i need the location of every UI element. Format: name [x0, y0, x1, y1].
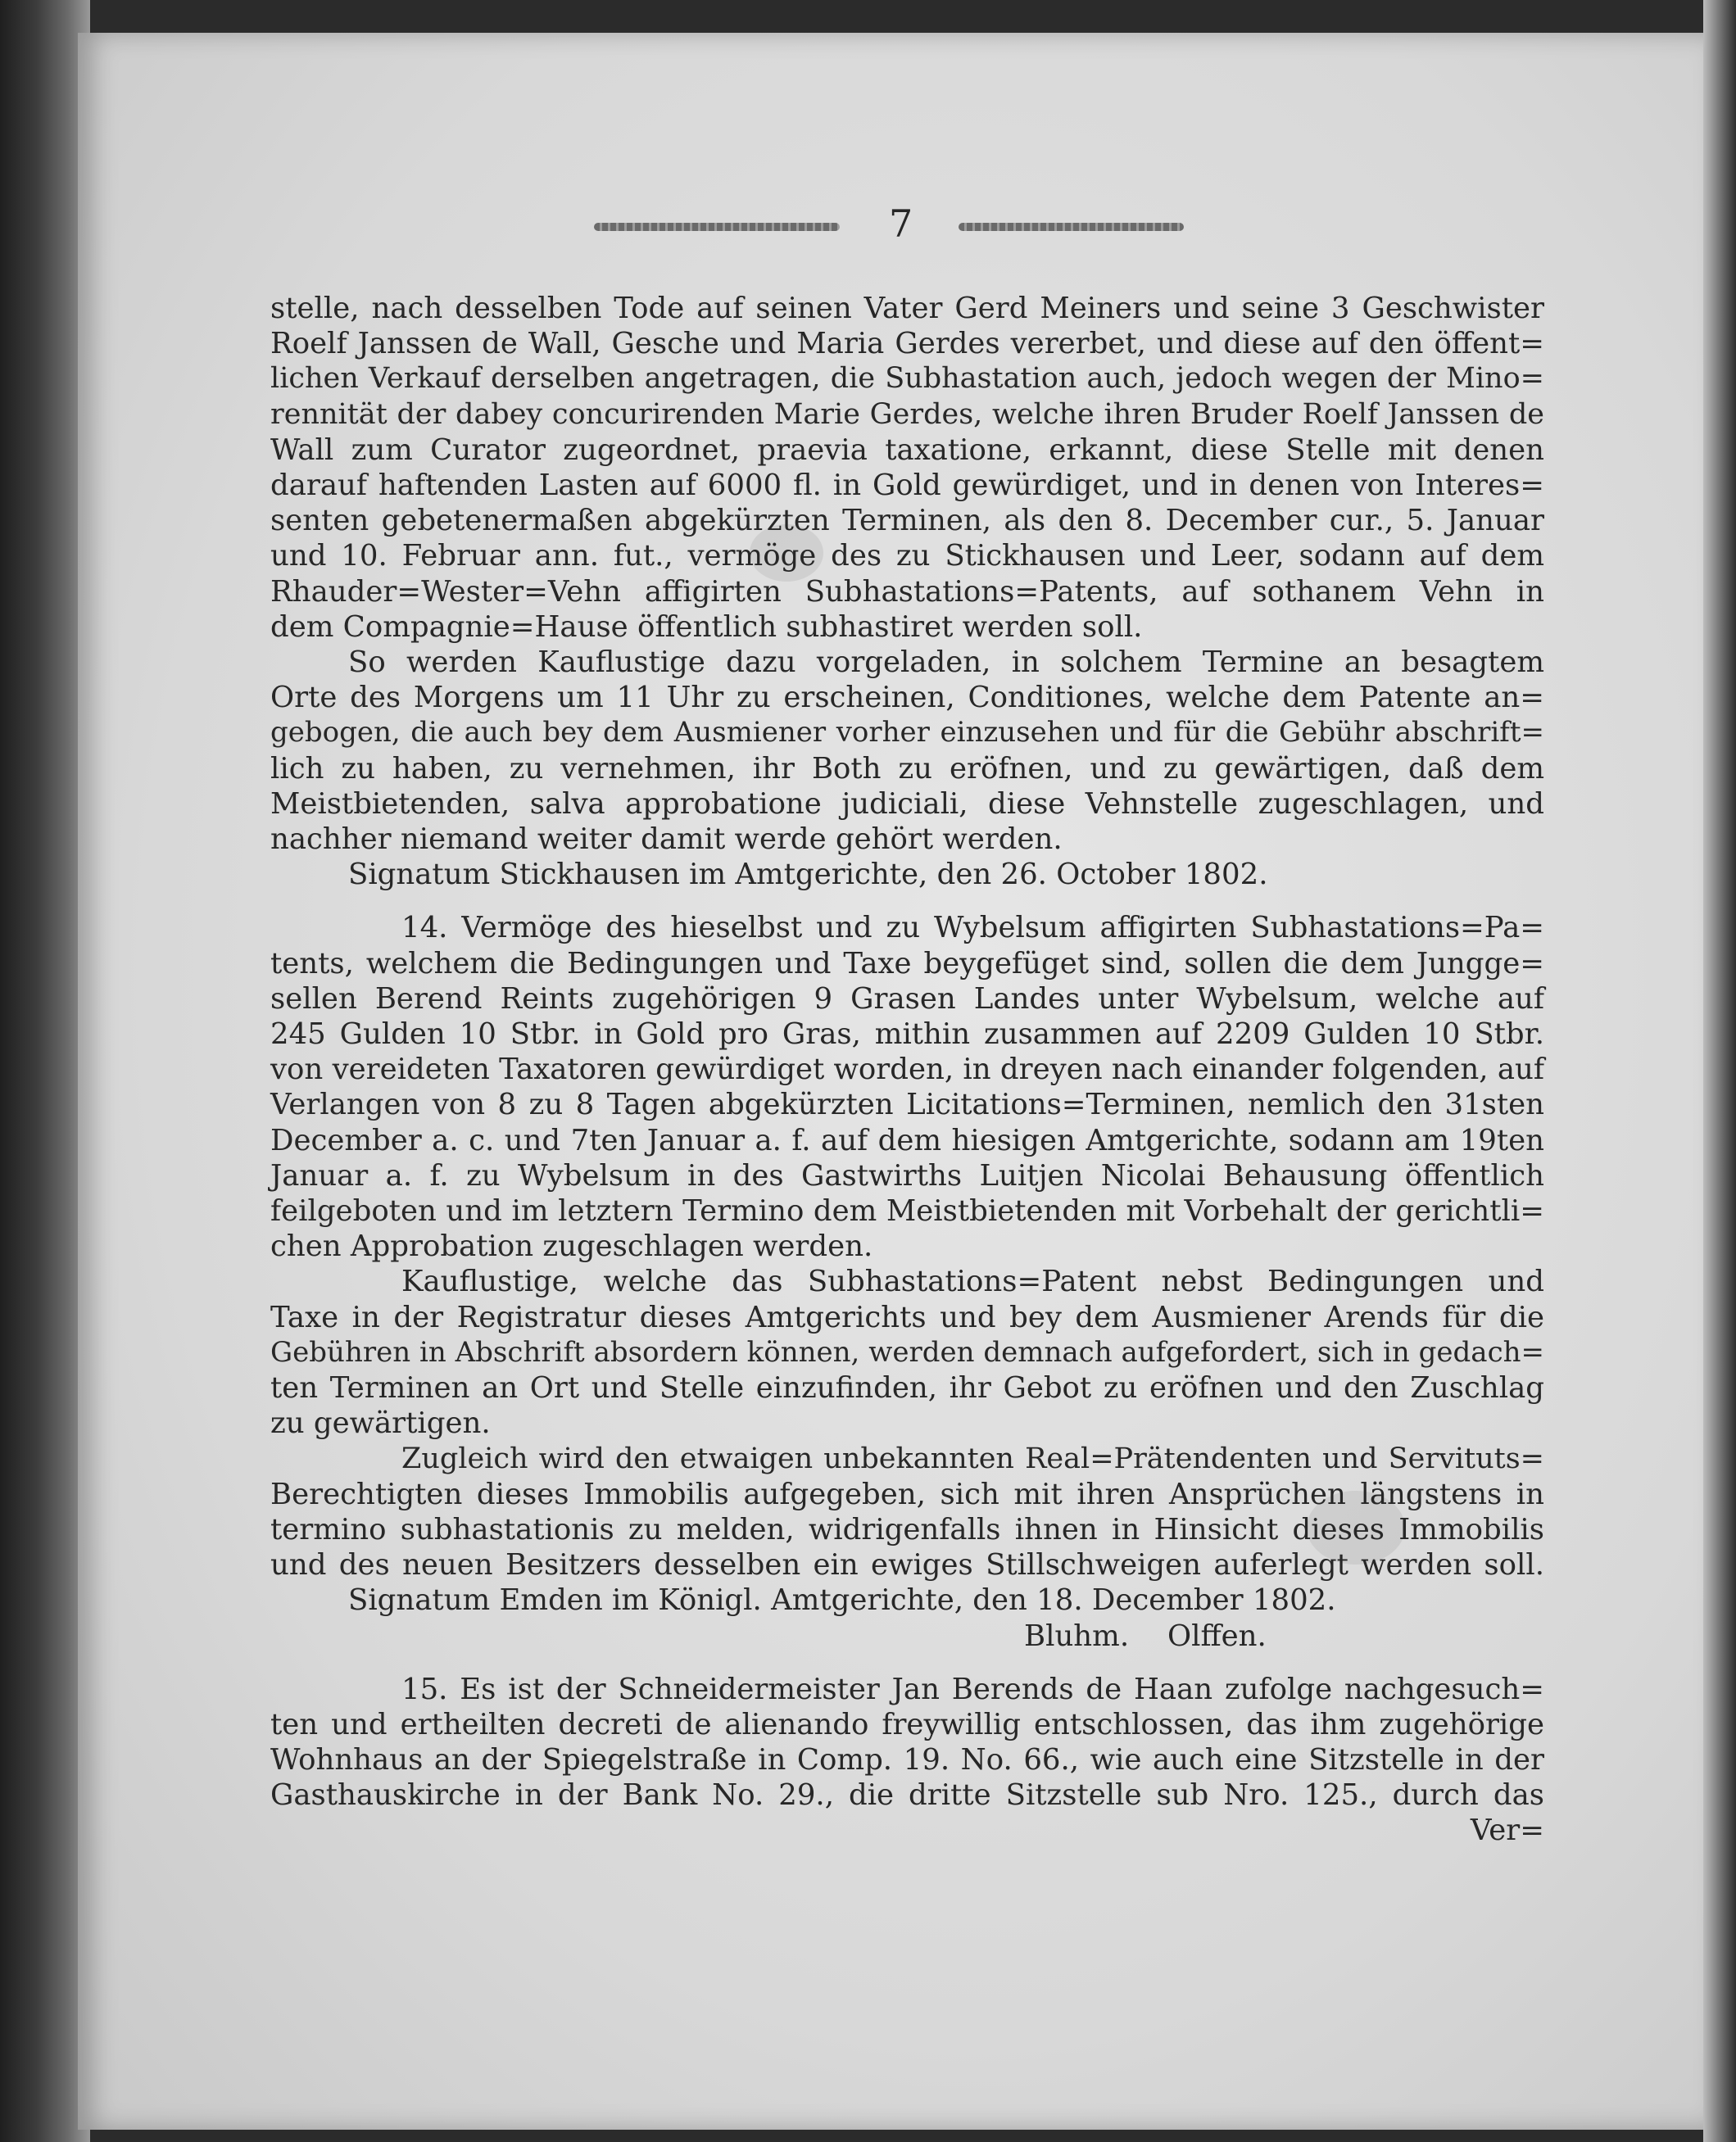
text-line: Orte des Morgens um 11 Uhr zu erscheinen, Conditiones, welche dem Patente an= [270, 681, 1544, 715]
text-line: darauf haftenden Lasten auf 6000 fl. in Gold gewürdiget, und in denen von Interes= [270, 469, 1544, 503]
text-line: nachher niemand weiter damit werde gehört werden. [270, 822, 1063, 857]
text-line: Zugleich wird den etwaigen unbekannten Real=Prätendenten und Servituts= [401, 1442, 1544, 1475]
text-line: und 10. Februar ann. fut., vermöge des zu Stickhausen und Leer, sodann auf dem [270, 539, 1544, 573]
page-header [0, 202, 1736, 252]
text-line: So werden Kauflustige dazu vorgeladen, in solchem Termine an besagtem [348, 645, 1544, 680]
text-line: Kauflustige, welche das Subhastations=Patent nebst Bedingungen und [401, 1265, 1544, 1299]
signatures [270, 1619, 1544, 1654]
text-line: Verlangen von 8 zu 8 Tagen abgekürzten Licitations=Terminen, nemlich den 31sten [270, 1088, 1544, 1122]
signature-olffen: Olffen. [1167, 1619, 1267, 1653]
catchword: Ver= [1470, 1814, 1544, 1848]
text-line: 15. Es ist der Schneidermeister Jan Berends de Haan zufolge nachgesuch= [401, 1672, 1544, 1706]
text-line: sellen Berend Reints zugehörigen 9 Grasen Landes unter Wybelsum, welche auf [270, 981, 1544, 1016]
ornament-rule-right [959, 223, 1184, 231]
text-line: ten Terminen an Ort und Stelle einzufinden, ihr Gebot zu eröfnen und den Zuschlag [270, 1371, 1544, 1406]
text-line: stelle, nach desselben Tode auf seinen Vater Gerd Meiners und seine 3 Geschwister [270, 292, 1544, 325]
text-line: feilgeboten und im letztern Termino dem Meistbietenden mit Vorbehalt der gerichtli= [270, 1194, 1544, 1229]
text-line: von vereideten Taxatoren gewürdiget worden, in dreyen nach einander folgenden, auf [270, 1053, 1544, 1087]
text-line: termino subhastationis zu melden, widrigenfalls ihnen in Hinsicht dieses Immobilis [270, 1512, 1544, 1546]
text-line: und des neuen Besitzers desselben ein ewiges Stillschweigen auferlegt werden soll. [270, 1548, 1544, 1583]
text-line: gebogen, die auch bey dem Ausmiener vorher einzusehen und für die Gebühr abschrift= [270, 716, 1544, 749]
signature-line: Signatum Emden im Königl. Amtgerichte, den 18. December 1802. [348, 1583, 1336, 1618]
text-line: zu gewärtigen. [270, 1406, 491, 1441]
text-line: Meistbietenden, salva approbatione judiciali, diese Vehnstelle zugeschlagen, und [270, 786, 1544, 821]
text-line: Berechtigten dieses Immobilis aufgegeben, sich mit ihren Ansprüchen längstens in [270, 1477, 1544, 1511]
signature-bluhm: Bluhm. [1024, 1619, 1130, 1653]
text-line: December a. c. und 7ten Januar a. f. auf dem hiesigen Amtgerichte, sodann am 19ten [270, 1123, 1544, 1157]
signature-line: Signatum Stickhausen im Amtgerichte, den 26. October 1802. [348, 858, 1268, 892]
text-line: ten und ertheilten decreti de alienando freywillig entschlossen, das ihm zugehörige [270, 1707, 1544, 1741]
text-line: chen Approbation zugeschlagen werden. [270, 1229, 873, 1264]
text-line: senten gebetenermaßen abgekürzten Terminen, als den 8. December cur., 5. Januar [270, 504, 1544, 538]
page-edge [1703, 0, 1736, 2142]
text-line: Wohnhaus an der Spiegelstraße in Comp. 19. No. 66., wie auch eine Sitzstelle in der [270, 1742, 1544, 1777]
body-text [270, 291, 1544, 1849]
text-line: Roelf Janssen de Wall, Gesche und Maria Gerdes vererbet, und diese auf den öffent= [270, 327, 1544, 361]
ornament-rule-left [594, 223, 840, 231]
text-line: Gebühren in Abschrift absordern können, werden demnach aufgefordert, sich in gedach= [270, 1335, 1544, 1369]
text-line: Januar a. f. zu Wybelsum in des Gastwirths Luitjen Nicolai Behausung öffentlich [270, 1158, 1544, 1193]
text-line: lich zu haben, zu vernehmen, ihr Both zu eröfnen, und zu gewärtigen, daß dem [270, 751, 1544, 786]
book-binding [0, 0, 90, 2142]
text-line: Rhauder=Wester=Vehn affigirten Subhastations=Patents, auf sothanem Vehn in [270, 574, 1544, 609]
text-line: Taxe in der Registratur dieses Amtgerichts und bey dem Ausmiener Arends für die [270, 1300, 1544, 1334]
text-line: tents, welchem die Bedingungen und Taxe beygefüget sind, sollen die dem Jungge= [270, 946, 1544, 980]
text-line: Wall zum Curator zugeordnet, praevia taxatione, erkannt, diese Stelle mit denen [270, 432, 1544, 467]
text-line: 245 Gulden 10 Stbr. in Gold pro Gras, mithin zusammen auf 2209 Gulden 10 Stbr. [270, 1017, 1544, 1052]
text-line: Gasthauskirche in der Bank No. 29., die dritte Sitzstelle sub Nro. 125., durch das [270, 1778, 1544, 1813]
page-number: 7 [889, 202, 913, 246]
text-line: 14. Vermöge des hieselbst und zu Wybelsum affigirten Subhastations=Pa= [401, 911, 1544, 945]
text-line: lichen Verkauf derselben angetragen, die Subhastation auch, jedoch wegen der Mino= [270, 362, 1544, 396]
text-line: dem Compagnie=Hause öffentlich subhastiret werden soll. [270, 609, 1143, 644]
text-line: rennität der dabey concurirenden Marie Gerdes, welche ihren Bruder Roelf Janssen de [270, 397, 1544, 431]
